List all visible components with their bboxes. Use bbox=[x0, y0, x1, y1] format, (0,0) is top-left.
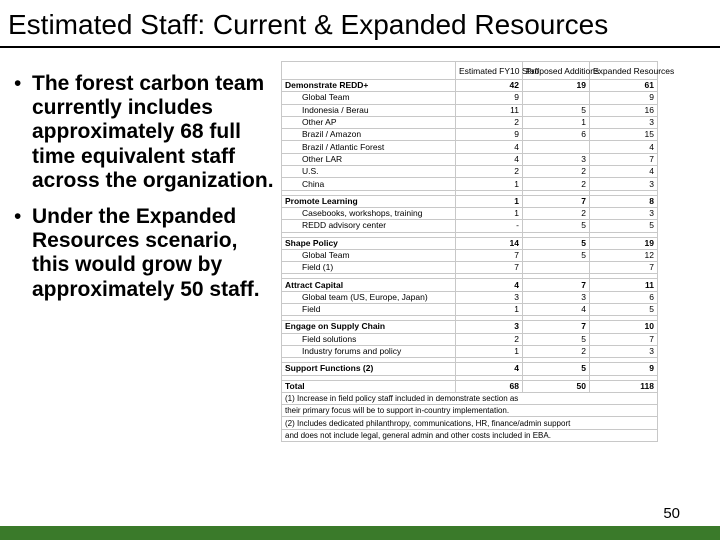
row-value-cell: 7 bbox=[456, 249, 523, 261]
bullet-text: The forest carbon team currently includes approximately 68 full time equivalent staff across the organization. bbox=[32, 72, 274, 192]
table-row bbox=[282, 380, 658, 392]
row-label-cell: Global Team bbox=[282, 249, 456, 261]
row-value-cell: 10 bbox=[590, 321, 658, 333]
row-label-cell: Global Team bbox=[282, 92, 456, 104]
row-value-cell: 3 bbox=[523, 153, 590, 165]
footnote-text: (2) Includes dedicated philanthropy, communications, HR, finance/admin support bbox=[282, 417, 658, 429]
row-value-cell: 15 bbox=[590, 129, 658, 141]
row-value-cell: 7 bbox=[590, 262, 658, 274]
footnote-row bbox=[282, 417, 658, 429]
table-row bbox=[282, 363, 658, 375]
row-value-cell bbox=[523, 262, 590, 274]
table-row bbox=[282, 262, 658, 274]
row-value-cell: 19 bbox=[523, 80, 590, 92]
bullet-dot-icon: • bbox=[14, 205, 22, 229]
header-cell: Proposed Additions bbox=[523, 62, 590, 80]
footnote-text: their primary focus will be to support in-country implementation. bbox=[282, 405, 658, 417]
row-label-cell: REDD advisory center bbox=[282, 220, 456, 232]
table-row bbox=[282, 291, 658, 303]
row-value-cell: 50 bbox=[523, 380, 590, 392]
row-value-cell: 1 bbox=[456, 207, 523, 219]
table-row bbox=[282, 104, 658, 116]
row-value-cell: 61 bbox=[590, 80, 658, 92]
row-label-cell: Demonstrate REDD+ bbox=[282, 80, 456, 92]
table-row bbox=[282, 141, 658, 153]
row-value-cell: 11 bbox=[456, 104, 523, 116]
table-row bbox=[282, 304, 658, 316]
row-value-cell: 4 bbox=[523, 304, 590, 316]
row-label-cell: U.S. bbox=[282, 166, 456, 178]
row-value-cell: 14 bbox=[456, 237, 523, 249]
row-value-cell: 6 bbox=[523, 129, 590, 141]
row-value-cell: 3 bbox=[456, 291, 523, 303]
table-row bbox=[282, 237, 658, 249]
row-value-cell: 4 bbox=[456, 279, 523, 291]
table-row bbox=[282, 333, 658, 345]
row-value-cell: 2 bbox=[523, 178, 590, 190]
row-label-cell: Engage on Supply Chain bbox=[282, 321, 456, 333]
table-row bbox=[282, 345, 658, 357]
row-label-cell: Brazil / Amazon bbox=[282, 129, 456, 141]
row-value-cell: 2 bbox=[456, 166, 523, 178]
row-value-cell: 16 bbox=[590, 104, 658, 116]
row-value-cell: 1 bbox=[456, 345, 523, 357]
row-label-cell: Field solutions bbox=[282, 333, 456, 345]
row-value-cell: 7 bbox=[590, 333, 658, 345]
footnote-text: (1) Increase in field policy staff included in demonstrate section as bbox=[282, 392, 658, 404]
bullet-list bbox=[12, 72, 274, 314]
table-row bbox=[282, 80, 658, 92]
bullet-text: Under the Expanded Resources scenario, this would grow by approximately 50 staff. bbox=[32, 205, 260, 301]
row-label-cell: Brazil / Atlantic Forest bbox=[282, 141, 456, 153]
row-value-cell: 2 bbox=[523, 166, 590, 178]
row-value-cell: 9 bbox=[456, 92, 523, 104]
row-value-cell: 12 bbox=[590, 249, 658, 261]
table-row bbox=[282, 116, 658, 128]
table-row bbox=[282, 166, 658, 178]
table-row bbox=[282, 249, 658, 261]
row-label-cell: Total bbox=[282, 380, 456, 392]
footnote-row bbox=[282, 392, 658, 404]
row-value-cell: 2 bbox=[523, 207, 590, 219]
row-value-cell: 11 bbox=[590, 279, 658, 291]
row-value-cell bbox=[523, 141, 590, 153]
row-value-cell: 8 bbox=[590, 195, 658, 207]
row-value-cell: 5 bbox=[523, 237, 590, 249]
footnote-row bbox=[282, 405, 658, 417]
header-cell bbox=[282, 62, 456, 80]
row-label-cell: Global team (US, Europe, Japan) bbox=[282, 291, 456, 303]
title-divider bbox=[0, 46, 720, 48]
row-value-cell: 6 bbox=[590, 291, 658, 303]
row-label-cell: Support Functions (2) bbox=[282, 363, 456, 375]
table-row bbox=[282, 220, 658, 232]
row-label-cell: Industry forums and policy bbox=[282, 345, 456, 357]
row-value-cell: 5 bbox=[523, 249, 590, 261]
row-value-cell: 4 bbox=[456, 153, 523, 165]
row-value-cell: 3 bbox=[590, 116, 658, 128]
bullet-item bbox=[12, 72, 274, 193]
row-value-cell: 7 bbox=[523, 279, 590, 291]
table-row bbox=[282, 321, 658, 333]
footnote-text: and does not include legal, general admin and other costs included in EBA. bbox=[282, 429, 658, 441]
row-value-cell: 5 bbox=[523, 104, 590, 116]
row-label-cell: Other AP bbox=[282, 116, 456, 128]
row-value-cell: 4 bbox=[590, 141, 658, 153]
row-value-cell: 5 bbox=[590, 304, 658, 316]
row-value-cell: 5 bbox=[523, 333, 590, 345]
row-label-cell: Field (1) bbox=[282, 262, 456, 274]
row-value-cell: 7 bbox=[456, 262, 523, 274]
row-value-cell: 118 bbox=[590, 380, 658, 392]
row-value-cell: 9 bbox=[456, 129, 523, 141]
row-value-cell: 3 bbox=[456, 321, 523, 333]
table-row bbox=[282, 279, 658, 291]
row-value-cell: 7 bbox=[523, 321, 590, 333]
row-label-cell: Indonesia / Berau bbox=[282, 104, 456, 116]
table-row bbox=[282, 153, 658, 165]
row-value-cell: 9 bbox=[590, 363, 658, 375]
table-row bbox=[282, 92, 658, 104]
row-value-cell: 7 bbox=[523, 195, 590, 207]
row-value-cell: 5 bbox=[590, 220, 658, 232]
row-value-cell: 2 bbox=[456, 116, 523, 128]
row-value-cell: 1 bbox=[456, 304, 523, 316]
table-header-row bbox=[282, 62, 658, 80]
row-value-cell bbox=[523, 92, 590, 104]
row-value-cell: 68 bbox=[456, 380, 523, 392]
footer-bar bbox=[0, 526, 720, 540]
header-cell: Expanded Resources bbox=[590, 62, 658, 80]
row-label-cell: Other LAR bbox=[282, 153, 456, 165]
row-value-cell: 4 bbox=[590, 166, 658, 178]
row-value-cell: 2 bbox=[456, 333, 523, 345]
row-value-cell: 5 bbox=[523, 220, 590, 232]
row-value-cell: 3 bbox=[590, 178, 658, 190]
footnote-row bbox=[282, 429, 658, 441]
row-value-cell: 2 bbox=[523, 345, 590, 357]
row-label-cell: Promote Learning bbox=[282, 195, 456, 207]
staff-table bbox=[281, 61, 675, 442]
row-value-cell: 4 bbox=[456, 363, 523, 375]
row-value-cell: 5 bbox=[523, 363, 590, 375]
row-value-cell: 1 bbox=[456, 178, 523, 190]
bullet-item bbox=[12, 205, 274, 302]
row-value-cell: 1 bbox=[456, 195, 523, 207]
row-label-cell: China bbox=[282, 178, 456, 190]
row-value-cell: 9 bbox=[590, 92, 658, 104]
slide-title: Estimated Staff: Current & Expanded Resources bbox=[8, 9, 609, 40]
row-value-cell: 42 bbox=[456, 80, 523, 92]
table-row bbox=[282, 129, 658, 141]
row-value-cell: 1 bbox=[523, 116, 590, 128]
page-number: 50 bbox=[663, 505, 680, 522]
table-row bbox=[282, 207, 658, 219]
row-value-cell: 3 bbox=[590, 345, 658, 357]
row-label-cell: Attract Capital bbox=[282, 279, 456, 291]
row-value-cell: 7 bbox=[590, 153, 658, 165]
row-value-cell: 19 bbox=[590, 237, 658, 249]
table-row bbox=[282, 195, 658, 207]
row-value-cell: - bbox=[456, 220, 523, 232]
row-value-cell: 4 bbox=[456, 141, 523, 153]
table-row bbox=[282, 178, 658, 190]
row-value-cell: 3 bbox=[590, 207, 658, 219]
row-label-cell: Casebooks, workshops, training bbox=[282, 207, 456, 219]
row-label-cell: Shape Policy bbox=[282, 237, 456, 249]
row-label-cell: Field bbox=[282, 304, 456, 316]
header-cell: Estimated FY10 Staff bbox=[456, 62, 523, 80]
row-value-cell: 3 bbox=[523, 291, 590, 303]
bullet-dot-icon: • bbox=[14, 72, 22, 95]
